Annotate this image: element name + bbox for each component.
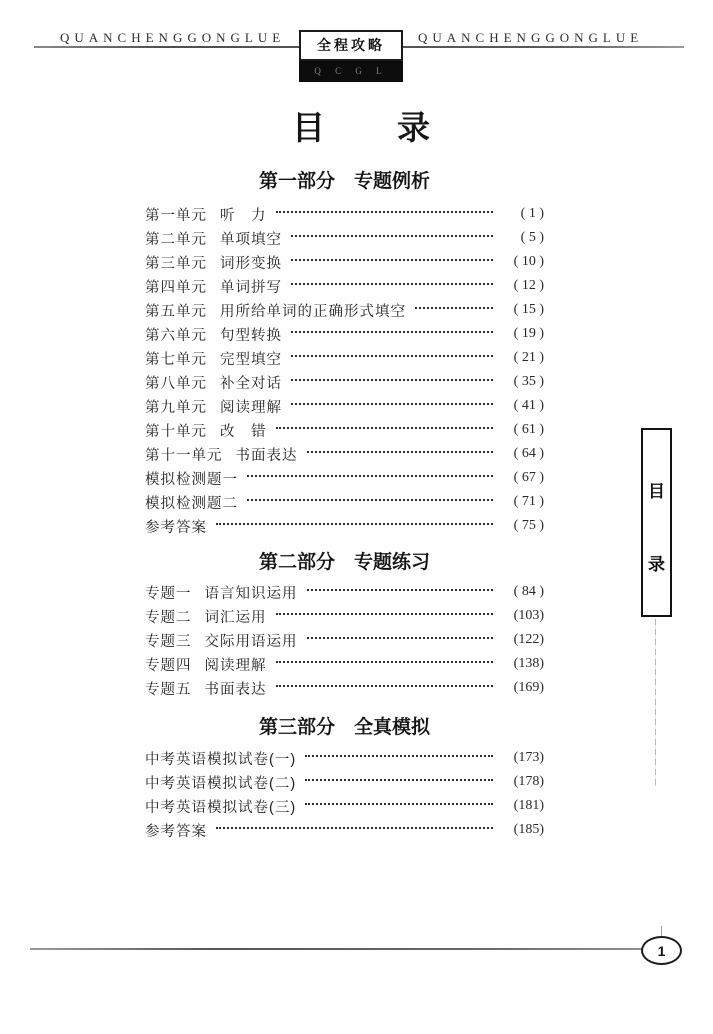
dot-leader <box>276 613 494 615</box>
toc-entry-page: ( 67 ) <box>513 470 544 485</box>
side-tab-char-top: 目 <box>648 482 665 501</box>
toc-entry-title: 阅读理解 <box>220 399 282 416</box>
toc-entry <box>145 514 544 538</box>
page-number: 1 <box>657 942 666 959</box>
dot-leader <box>291 283 493 285</box>
toc-entry-title: 句型转换 <box>220 327 282 344</box>
toc-entry-page: ( 84 ) <box>513 584 544 599</box>
toc-entry <box>145 346 544 370</box>
toc-entry-title: 词形变换 <box>220 255 282 272</box>
toc-entry-label: 模拟检测题一 <box>145 471 238 488</box>
toc-entry-page: (103) <box>513 608 544 623</box>
toc-entry-label: 第一单元 <box>145 207 207 224</box>
toc-entry <box>145 274 544 298</box>
toc-entry <box>145 490 544 514</box>
brand-badge-title: 全程攻略 <box>299 30 403 61</box>
toc-entry-page: ( 21 ) <box>513 350 544 365</box>
dot-leader <box>216 523 493 525</box>
toc-entry-label: 中考英语模拟试卷(一) <box>145 751 297 768</box>
toc-entry-label: 第九单元 <box>145 399 207 416</box>
toc-entry <box>145 226 544 250</box>
toc-entry-label: 参考答案 <box>145 823 207 840</box>
dot-leader <box>247 475 493 477</box>
dot-leader <box>291 403 493 405</box>
toc-entry-title: 用所给单词的正确形式填空 <box>220 303 406 320</box>
toc-entry <box>145 794 544 818</box>
toc-entry <box>145 746 544 770</box>
page-title: 目 录 <box>292 109 432 146</box>
toc-entry <box>145 628 544 652</box>
toc-entry <box>145 652 544 676</box>
header-left-text: QUANCHENGGONGLUE <box>60 30 286 45</box>
toc-entry-page: ( 10 ) <box>513 254 544 269</box>
toc-entry-label: 中考英语模拟试卷(三) <box>145 799 297 816</box>
toc-entry-label: 专题三 <box>145 633 192 650</box>
dot-leader <box>276 427 494 429</box>
toc-list-1 <box>145 202 544 538</box>
toc-entry-label: 专题四 <box>145 657 192 674</box>
toc-list-3 <box>145 746 544 842</box>
toc-entry-label: 参考答案 <box>145 519 207 536</box>
toc-entry-label: 第三单元 <box>145 255 207 272</box>
dot-leader <box>291 355 493 357</box>
toc-entry-label: 第七单元 <box>145 351 207 368</box>
dot-leader <box>291 235 493 237</box>
section-heading-3: 第三部分 全真模拟 <box>258 717 430 738</box>
dot-leader <box>307 451 494 453</box>
dot-leader <box>276 661 494 663</box>
toc-entry-page: (181) <box>513 798 544 813</box>
toc-entry-label: 第六单元 <box>145 327 207 344</box>
dot-leader <box>415 307 493 309</box>
toc-entry-page: ( 64 ) <box>513 446 544 461</box>
side-index-tab <box>641 428 672 617</box>
toc-entry <box>145 394 544 418</box>
toc-entry-title: 词汇运用 <box>204 609 267 626</box>
footer-rule <box>30 948 643 950</box>
dot-leader <box>276 211 494 213</box>
side-tab-char-bottom: 录 <box>648 555 665 574</box>
toc-entry-page: (122) <box>513 632 544 647</box>
toc-entry-page: (169) <box>513 680 544 695</box>
toc-entry-label: 专题五 <box>145 681 192 698</box>
side-tab-tail-line <box>655 619 656 787</box>
toc-entry <box>145 370 544 394</box>
page-number-badge <box>641 936 682 965</box>
toc-entry <box>145 322 544 346</box>
toc-entry-title: 补全对话 <box>220 375 282 392</box>
toc-entry <box>145 442 544 466</box>
toc-entry-title: 单词拼写 <box>220 279 282 296</box>
toc-entry <box>145 250 544 274</box>
toc-entry-page: (173) <box>513 750 544 765</box>
toc-body <box>145 170 544 842</box>
toc-entry-title: 书面表达 <box>235 447 298 464</box>
toc-entry-label: 第四单元 <box>145 279 207 296</box>
dot-leader <box>291 379 493 381</box>
toc-entry-page: ( 75 ) <box>513 518 544 533</box>
toc-entry-page: ( 15 ) <box>513 302 544 317</box>
dot-leader <box>291 259 493 261</box>
toc-entry-page: ( 71 ) <box>513 494 544 509</box>
toc-entry <box>145 202 544 226</box>
dot-leader <box>247 499 493 501</box>
toc-entry <box>145 418 544 442</box>
toc-entry <box>145 676 544 700</box>
toc-entry-title: 改 错 <box>220 423 267 440</box>
toc-entry-page: ( 12 ) <box>513 278 544 293</box>
toc-entry-label: 第十单元 <box>145 423 207 440</box>
toc-entry-page: (138) <box>513 656 544 671</box>
toc-entry <box>145 818 544 842</box>
dot-leader <box>307 637 494 639</box>
toc-list-2 <box>145 580 544 700</box>
dot-leader <box>305 803 493 805</box>
toc-entry-page: ( 19 ) <box>513 326 544 341</box>
toc-entry-title: 完型填空 <box>220 351 282 368</box>
toc-entry-page: ( 5 ) <box>520 230 544 245</box>
toc-entry-title: 书面表达 <box>204 681 267 698</box>
toc-entry-page: (185) <box>513 822 544 837</box>
toc-entry <box>145 580 544 604</box>
dot-leader <box>305 779 493 781</box>
dot-leader <box>291 331 493 333</box>
toc-entry <box>145 770 544 794</box>
toc-entry-page: ( 61 ) <box>513 422 544 437</box>
section-heading-1: 第一部分 专题例析 <box>258 171 430 192</box>
toc-entry-label: 专题一 <box>145 585 192 602</box>
toc-entry-label: 第八单元 <box>145 375 207 392</box>
toc-entry <box>145 298 544 322</box>
toc-entry <box>145 604 544 628</box>
dot-leader <box>216 827 493 829</box>
toc-entry-label: 第二单元 <box>145 231 207 248</box>
section-heading-2: 第二部分 专题练习 <box>258 552 430 573</box>
dot-leader <box>305 755 493 757</box>
dot-leader <box>307 589 494 591</box>
toc-entry-page: (178) <box>513 774 544 789</box>
dot-leader <box>276 685 494 687</box>
toc-entry-label: 第十一单元 <box>145 447 223 464</box>
toc-entry-label: 专题二 <box>145 609 192 626</box>
toc-entry-label: 第五单元 <box>145 303 207 320</box>
toc-entry-title: 交际用语运用 <box>204 633 298 650</box>
toc-entry-title: 单项填空 <box>220 231 282 248</box>
brand-badge-code: Q C G L <box>299 61 403 82</box>
toc-entry-title: 听 力 <box>220 207 267 224</box>
toc-entry <box>145 466 544 490</box>
toc-entry-page: ( 35 ) <box>513 374 544 389</box>
header-right-text: QUANCHENGGONGLUE <box>418 30 644 45</box>
toc-entry-label: 模拟检测题二 <box>145 495 238 512</box>
toc-entry-label: 中考英语模拟试卷(二) <box>145 775 297 792</box>
toc-entry-title: 阅读理解 <box>204 657 267 674</box>
brand-badge <box>299 30 403 82</box>
toc-entry-page: ( 41 ) <box>513 398 544 413</box>
toc-entry-title: 语言知识运用 <box>204 585 298 602</box>
toc-entry-page: ( 1 ) <box>520 206 544 221</box>
